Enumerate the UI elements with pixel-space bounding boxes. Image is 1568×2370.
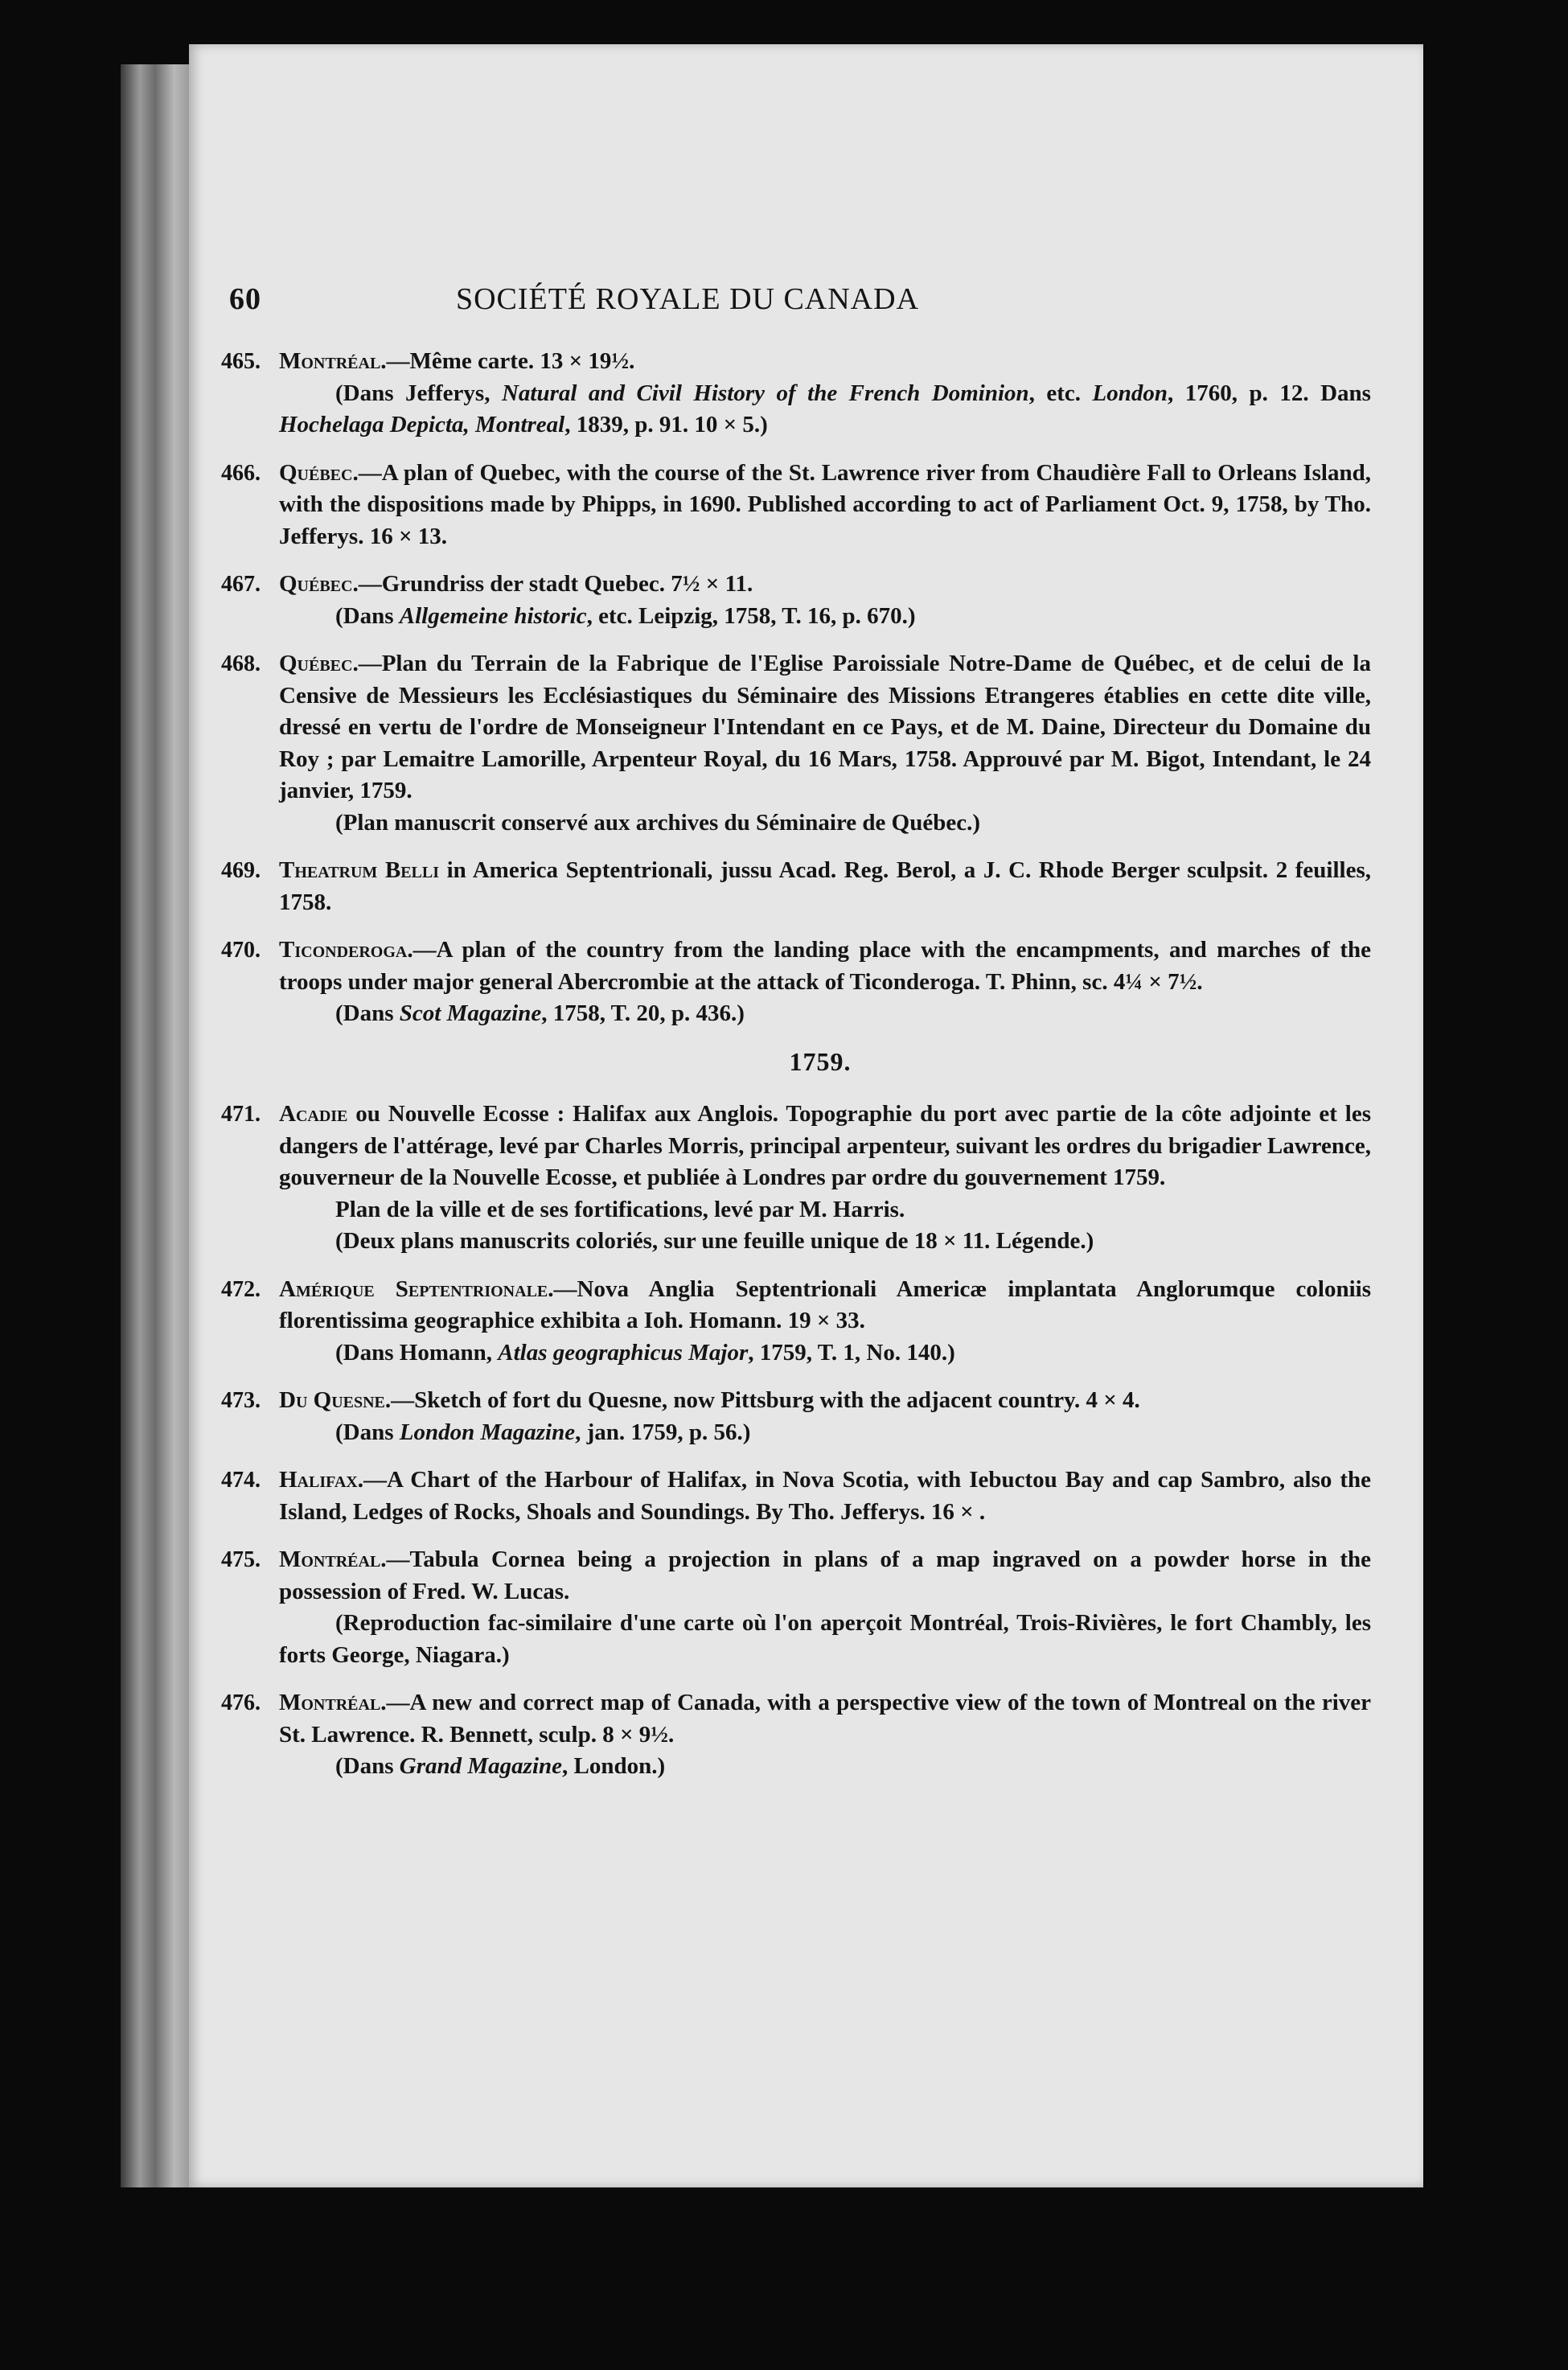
entry-470 — [221, 934, 1371, 1030]
entry-number: 472. — [221, 1276, 261, 1302]
entry-heading: Québec — [279, 651, 353, 676]
entry-468 — [221, 648, 1371, 839]
entry-text: in America Septentrionali, jussu Acad. Reg. Berol, a J. C. Rhode Berger sculpsit. 2 feuilles, 1758. — [279, 857, 1371, 915]
entry-number: 476. — [221, 1690, 261, 1715]
entry-476 — [221, 1687, 1371, 1783]
entry-number: 471. — [221, 1102, 261, 1127]
entry-475 — [221, 1544, 1371, 1671]
entry-heading: Halifax — [279, 1467, 358, 1493]
entry-text: .—A plan of the country from the landing place with the encampments, and marches of the troops under major general Abercrombie at the attack of Ticonderoga. T. Phinn, sc. 4¼ × 7½. — [279, 937, 1371, 995]
entry-heading: Québec — [279, 571, 353, 597]
entry-474 — [221, 1464, 1371, 1528]
entry-body — [279, 1687, 1371, 1783]
entry-text: .—Sketch of fort du Quesne, now Pittsburg with the adjacent country. 4 × 4. — [384, 1387, 1140, 1413]
page-number: 60 — [229, 282, 261, 316]
entry-note: (Deux plans manuscrits coloriés, sur une feuille unique de 18 × 11. Légende.) — [335, 1228, 1094, 1254]
entry-heading: Montréal — [279, 348, 381, 374]
entry-body — [279, 934, 1371, 1030]
entry-note: (Dans Homann, Atlas geographicus Major, 1759, T. 1, No. 140.) — [335, 1339, 955, 1366]
entry-469 — [221, 855, 1371, 918]
entry-number: 465. — [221, 349, 261, 374]
entry-473 — [221, 1385, 1371, 1448]
entry-heading: Acadie — [279, 1101, 348, 1127]
entry-note: (Reproduction fac-similaire d'une carte où l'on aperçoit Montréal, Trois-Rivières, le fort Chambly, les forts George, Niagara.) — [279, 1610, 1371, 1668]
entry-text: .—Tabula Cornea being a projection in plans of a map ingraved on a powder horse in the possession of Fred. W. Lucas. — [279, 1546, 1371, 1604]
entry-number: 468. — [221, 651, 261, 676]
entry-extra: Plan de la ville et de ses fortifications, levé par M. Harris. — [335, 1196, 905, 1222]
entry-471 — [221, 1099, 1371, 1258]
entry-heading: Québec — [279, 459, 353, 486]
entry-heading: Theatrum Belli — [279, 857, 440, 883]
book-binding-edge — [121, 64, 197, 2187]
entry-note: (Dans Grand Magazine, London.) — [335, 1753, 666, 1779]
entry-number: 470. — [221, 938, 261, 963]
entry-note: (Dans Jefferys, Natural and Civil History of the French Dominion, etc. London, 1760, p. 12. Dans Hochelaga Depicta, Montreal, 1839, p. 91. 10 × 5.) — [279, 380, 1371, 437]
entry-note: (Plan manuscrit conservé aux archives du Séminaire de Québec.) — [335, 809, 981, 836]
entry-472 — [221, 1274, 1371, 1370]
entry-body — [279, 569, 1371, 632]
entry-number: 466. — [221, 460, 261, 486]
catalogue-entries — [221, 346, 1371, 1799]
entry-text: .—Nova Anglia Septentrionali Americæ implantata Anglorumque coloniis florentissima geographice exhibita a Ioh. Homann. 19 × 33. — [279, 1275, 1371, 1333]
entry-heading: Montréal — [279, 1690, 381, 1715]
entry-body — [279, 458, 1371, 553]
entry-heading: Montréal — [279, 1546, 381, 1572]
entry-body — [279, 1544, 1371, 1671]
entry-body — [279, 648, 1371, 839]
entry-heading: Amérique Septentrionale — [279, 1275, 548, 1302]
entry-body — [279, 1464, 1371, 1528]
entry-body — [279, 1274, 1371, 1370]
entry-body — [279, 855, 1371, 918]
entry-number: 474. — [221, 1468, 261, 1493]
entry-number: 467. — [221, 572, 261, 597]
entry-number: 469. — [221, 858, 261, 883]
entry-467 — [221, 569, 1371, 632]
entry-heading: Du Quesne — [279, 1387, 385, 1413]
page-header — [229, 281, 1146, 330]
entry-text: .—Plan du Terrain de la Fabrique de l'Eglise Paroissiale Notre-Dame de Québec, et de celui de la Censive de Messieurs les Ecclésiastiques du Séminaire des Missions Etrangeres établies en cette dite ville, dressé en vertu de l'ordre de Monseigneur l'Intendant en ce Pays, et de M. Daine, Directeur du Domaine du Roy ; par Lemaitre Lamorille, Arpenteur Royal, du 16 Mars, 1758. Approuvé par M. Bigot, Intendant, le 24 janvier, 1759. — [279, 651, 1371, 803]
entry-note: (Dans London Magazine, jan. 1759, p. 56.) — [335, 1419, 751, 1445]
entry-number: 473. — [221, 1388, 261, 1413]
entry-text: .—A new and correct map of Canada, with a perspective view of the town of Montreal on the river St. Lawrence. R. Bennett, sculp. 8 × 9½. — [279, 1690, 1371, 1748]
entry-text: .—Même carte. 13 × 19½. — [380, 348, 635, 374]
entry-note: (Dans Allgemeine historic, etc. Leipzig, 1758, T. 16, p. 670.) — [335, 602, 916, 629]
entry-body — [279, 1099, 1371, 1258]
running-head: SOCIÉTÉ ROYALE DU CANADA — [455, 282, 920, 316]
year-heading: 1759. — [789, 1046, 852, 1076]
entry-body — [279, 1385, 1371, 1448]
entry-note: (Dans Scot Magazine, 1758, T. 20, p. 436.) — [335, 1000, 745, 1026]
entry-465 — [221, 346, 1371, 442]
entry-text: .—A Chart of the Harbour of Halifax, in Nova Scotia, with Iebuctou Bay and cap Sambro, also the Island, Ledges of Rocks, Shoals and Soundings. By Tho. Jefferys. 16 × . — [279, 1467, 1371, 1525]
entry-number: 475. — [221, 1547, 261, 1572]
entry-text: .—A plan of Quebec, with the course of the St. Lawrence river from Chaudière Fall to Orleans Island, with the dispositions made by Phipps, in 1690. Published according to act of Parliament Oct. 9, 1758, by Tho. Jefferys. 16 × 13. — [279, 459, 1371, 549]
entry-body — [279, 346, 1371, 442]
entry-466 — [221, 458, 1371, 553]
entry-text: ou Nouvelle Ecosse : Halifax aux Anglois. Topographie du port avec partie de la côte adjointe et les dangers de l'attérage, levé par Charles Morris, principal arpenteur, suivant les ordres du brigadier Lawrence, gouverneur de la Nouvelle Ecosse, et publiée à Londres par ordre du gouvernement 1759. — [279, 1101, 1371, 1190]
entry-text: .—Grundriss der stadt Quebec. 7½ × 11. — [352, 571, 753, 597]
entry-heading: Ticonderoga — [279, 937, 408, 963]
